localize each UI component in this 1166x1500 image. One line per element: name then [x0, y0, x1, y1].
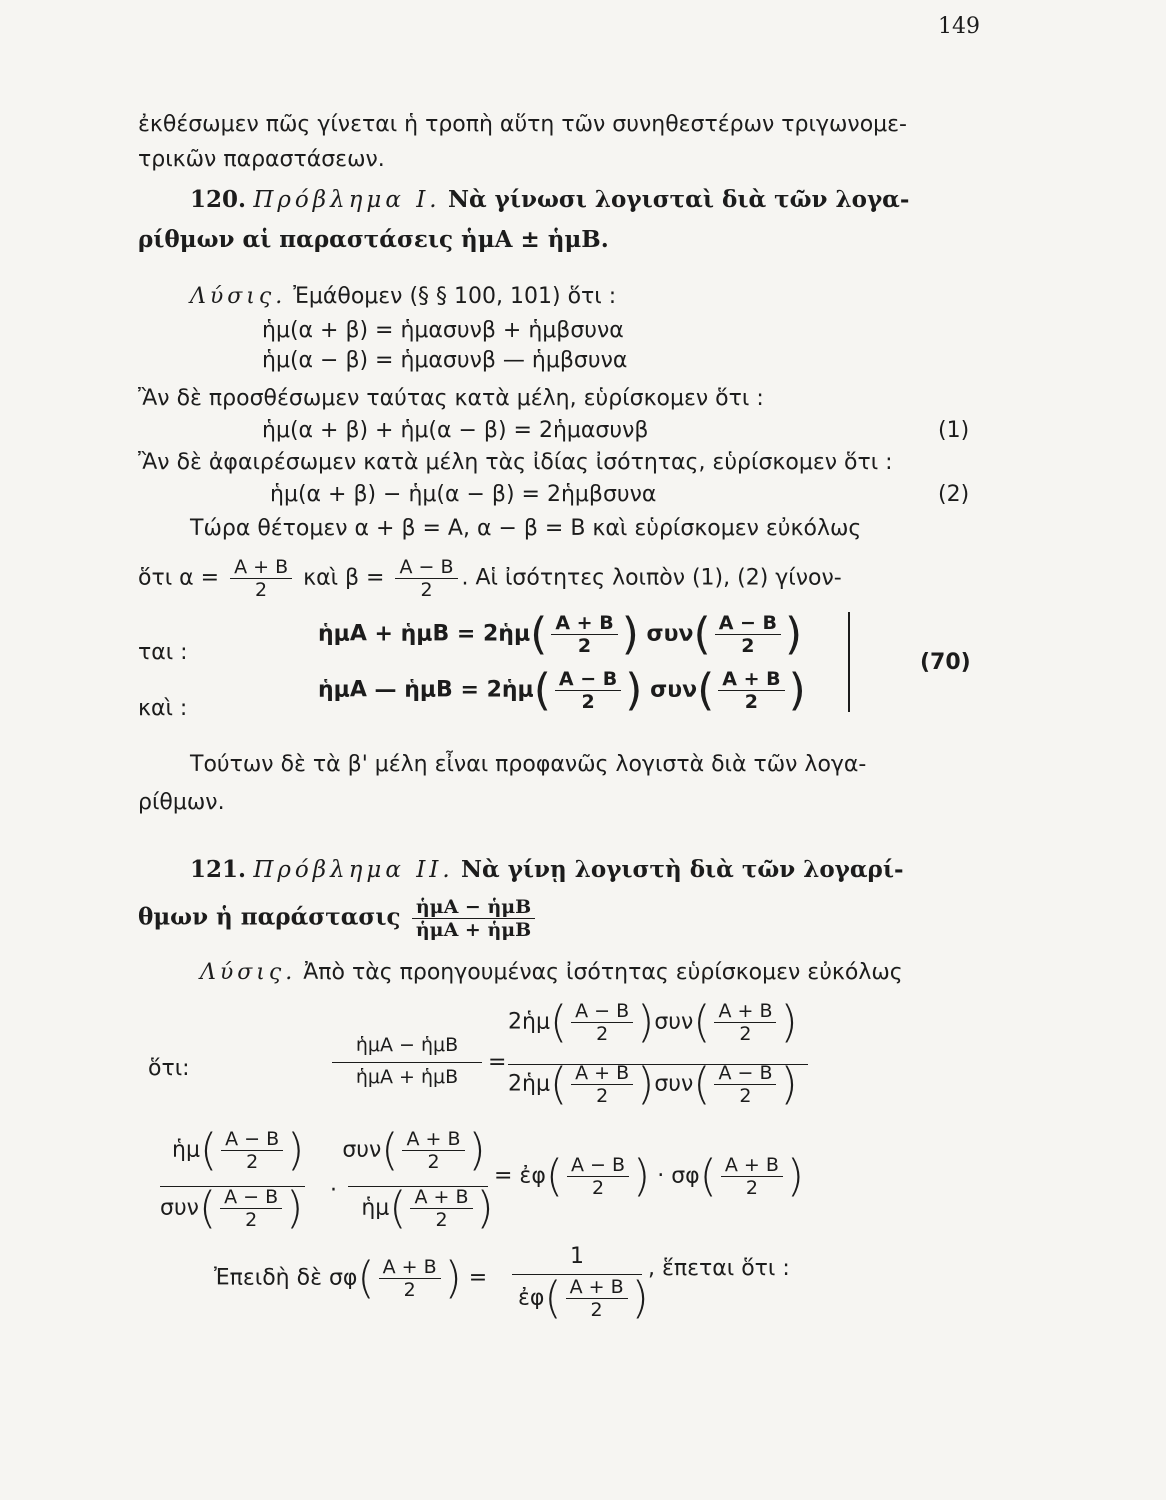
frac-num: Α − Β [567, 1154, 629, 1177]
epeidi-line [214, 1252, 488, 1304]
solution-120-intro [190, 284, 616, 309]
frac-num: Α + Β [714, 1000, 776, 1023]
frac-den: 2 [403, 1279, 416, 1301]
frac-den: 2 [581, 691, 595, 713]
line2-res-frac2 [721, 1154, 783, 1199]
line2-res-frac1 [567, 1154, 629, 1199]
paren-close: ) [633, 1150, 651, 1202]
rest-text: . Αἱ ἰσότητες λοιπὸν (1), (2) γίνον- [461, 565, 842, 591]
problem-120-title-2-row [138, 226, 609, 253]
kai-label: καὶ : [138, 696, 188, 721]
paren-open: ( [357, 1252, 375, 1304]
equals-sign: = [488, 1050, 507, 1075]
paren-open: ( [544, 1272, 562, 1324]
frac-num: Α − Β [221, 1128, 283, 1151]
alpha-beta-line [138, 556, 842, 601]
paren-close: ) [631, 1272, 649, 1324]
rhs-den-frac2 [714, 1062, 776, 1107]
paren-close: ) [621, 608, 639, 660]
closing-line-1: Τούτων δὲ τὰ β' μέλη εἶναι προφανῶς λογιστὰ διὰ τῶν λογα- [190, 752, 867, 777]
formula-70b [318, 664, 806, 716]
frac-den: 2 [744, 691, 759, 713]
oti-alpha: ὅτι α = [138, 565, 220, 591]
ef-frac [566, 1276, 628, 1321]
page-number: 149 [938, 14, 980, 39]
paren-open: ( [693, 608, 711, 660]
paren-open: ( [199, 1124, 218, 1176]
paren-close: ) [637, 996, 655, 1048]
line2-frac-num1 [221, 1128, 283, 1173]
rhs-num-frac2 [714, 1000, 776, 1045]
line2-hm: ἡμ [172, 1137, 200, 1163]
problem-121-title-2: θμων ἡ παράστασις [138, 903, 401, 931]
paren-open: ( [549, 996, 568, 1048]
eq-1: ἡμ(α + β) + ἡμ(α − β) = 2ἡμασυνβ [262, 418, 649, 443]
paren-open: ( [533, 664, 551, 716]
frac-den: 2 [591, 1177, 605, 1199]
epeidi-eq: = [468, 1265, 488, 1291]
f70b-lhs: ἡμΑ — ἡμΒ = 2ἡμ [318, 677, 534, 703]
line2-dot: · [330, 1178, 337, 1203]
epeidi-frac [379, 1256, 441, 1301]
paren-close: ) [476, 1182, 494, 1234]
f70a-lhs: ἡμΑ + ἡμΒ = 2ἡμ [318, 621, 531, 647]
frac-den: 2 [255, 579, 268, 601]
solution-120-text: Ἐμάθομεν (§ § 100, 101) ὅτι : [293, 284, 617, 309]
solution-121-text: Ἀπὸ τὰς προηγουμένας ἰσότητας εὑρίσκομεν εὐκόλως [303, 960, 903, 985]
paren-close: ) [788, 664, 806, 716]
f70b-syn: συν [650, 677, 698, 703]
epetai-text: , ἕπεται ὅτι : [648, 1256, 790, 1281]
frac-num: Α + Β [402, 1128, 464, 1151]
frac-den: 2 [745, 1177, 758, 1199]
frac-num: ἡμΑ − ἡμΒ [412, 896, 535, 919]
frac-num: Α − Β [714, 1062, 776, 1085]
paren-close: ) [625, 664, 643, 716]
eq-70-number: (70) [920, 650, 971, 675]
frac-den: 2 [577, 635, 592, 657]
solution-120-label: Λύσις. [190, 284, 287, 309]
lhs-fraction-bar [332, 1062, 482, 1063]
line2-sf: · σφ [657, 1163, 700, 1189]
problem-120-title-2: ρίθμων αἱ παραστάσεις ἡμΑ ± ἡμΒ. [138, 226, 609, 253]
formula-70a [318, 608, 803, 660]
oti-label: ὅτι: [148, 1056, 190, 1081]
line2-den-syn: συν [160, 1195, 199, 1221]
problem-121-number: 121. [190, 856, 247, 883]
frac-den: 2 [741, 635, 755, 657]
ef-text: ἐφ [518, 1285, 545, 1311]
frac-num: Α − Β [571, 1000, 633, 1023]
line2-denominator [160, 1182, 494, 1234]
frac-num: Α − Β [715, 612, 781, 635]
rhs-den-hm: 2ἡμ [508, 1071, 550, 1097]
problem-120-heading [190, 186, 909, 213]
problem-120-label: Πρόβλημα I. [253, 187, 441, 213]
frac-den: 2 [596, 1085, 609, 1107]
problem-121-label: Πρόβλημα II. [253, 857, 454, 883]
frac-num: Α − Β [220, 1186, 282, 1209]
line2-eq-ef: = ἐφ [494, 1163, 546, 1189]
frac-den: 2 [246, 1151, 259, 1173]
fraction-a-plus-b [230, 556, 292, 601]
line2-frac-den2 [410, 1186, 472, 1231]
paren-open: ( [549, 1058, 568, 1110]
f70b-frac2 [718, 668, 784, 713]
frac-num: Α + Β [379, 1256, 441, 1279]
paren-close: ) [286, 1182, 304, 1234]
paren-close: ) [444, 1252, 462, 1304]
frac-den: 2 [427, 1151, 440, 1173]
frac-den: 2 [420, 579, 433, 601]
paren-close: ) [637, 1058, 655, 1110]
problem-121-fraction [412, 896, 535, 941]
paren-open: ( [198, 1182, 217, 1234]
frac-num: Α + Β [571, 1062, 633, 1085]
frac-num: Α + Β [721, 1154, 783, 1177]
paren-close: ) [786, 1150, 805, 1202]
frac-den: 2 [245, 1209, 258, 1231]
frac-den: 2 [590, 1299, 603, 1321]
rhs-num-hm: 2ἡμ [508, 1009, 550, 1035]
rhs-den-syn: συν [654, 1071, 694, 1097]
f70a-frac1 [551, 612, 617, 657]
paren-open: ( [389, 1182, 407, 1234]
frac-num: Α + Β [230, 556, 292, 579]
eq-sum-formula: ἡμ(α + β) = ἡμασυνβ + ἡμβσυνα [262, 318, 624, 343]
eq-diff-formula: ἡμ(α − β) = ἡμασυνβ — ἡμβσυνα [262, 348, 628, 373]
add-text: Ἂν δὲ προσθέσωμεν ταύτας κατὰ μέλη, εὑρίσκομεν ὅτι : [138, 386, 764, 411]
eq-2-number: (2) [938, 482, 970, 507]
rhs-num-syn: συν [654, 1009, 694, 1035]
frac-num: Α − Β [395, 556, 457, 579]
paren-open: ( [530, 608, 548, 660]
one-numerator: 1 [570, 1244, 584, 1269]
paren-open: ( [693, 996, 711, 1048]
frac-num: Α + Β [551, 612, 617, 635]
line2-result [494, 1150, 805, 1202]
f70b-frac1 [555, 668, 621, 713]
epeidi-text: Ἐπειδὴ δὲ σφ [214, 1265, 358, 1291]
eq-1-number: (1) [938, 418, 970, 443]
paren-open: ( [381, 1124, 399, 1176]
problem-121-title-1: Νὰ γίνῃ λογιστὴ διὰ τῶν λογαρί- [461, 856, 904, 883]
line2-numerator [172, 1124, 486, 1176]
paren-close: ) [468, 1124, 486, 1176]
paren-open: ( [545, 1150, 564, 1202]
frac-num: Α − Β [555, 668, 621, 691]
intro-line-1: ἐκθέσωμεν πῶς γίνεται ἡ τροπὴ αὕτη τῶν συνηθεστέρων τριγωνομε- [138, 112, 907, 137]
frac-den: 2 [739, 1023, 752, 1045]
problem-121-heading [190, 856, 904, 883]
lhs-numerator: ἡμΑ − ἡμΒ [355, 1034, 459, 1056]
paren-close: ) [780, 1058, 798, 1110]
problem-120-title-1: Νὰ γίνωσι λογισταὶ διὰ τῶν λογα- [447, 186, 910, 213]
paren-open: ( [697, 664, 715, 716]
set-text: Τώρα θέτομεν α + β = Α, α − β = Β καὶ εὑρίσκομεν εὐκόλως [190, 516, 862, 541]
paren-close: ) [287, 1124, 305, 1176]
solution-121-intro [200, 960, 903, 985]
intro-line-2: τρικῶν παραστάσεων. [138, 147, 385, 172]
frac-den: ἡμΑ + ἡμΒ [415, 919, 532, 941]
ef-denominator [518, 1272, 649, 1324]
kai-beta: καὶ β = [303, 565, 385, 591]
frac-den: 2 [596, 1023, 609, 1045]
paren-open: ( [699, 1150, 717, 1202]
frac-num: Α + Β [410, 1186, 472, 1209]
lhs-denominator: ἡμΑ + ἡμΒ [355, 1066, 459, 1088]
f70a-syn: συν [646, 621, 694, 647]
paren-close: ) [785, 608, 803, 660]
frac-den: 2 [435, 1209, 448, 1231]
eq-2: ἡμ(α + β) − ἡμ(α − β) = 2ἡμβσυνα [270, 482, 657, 507]
fraction-a-minus-b [395, 556, 457, 601]
paren-open: ( [693, 1058, 711, 1110]
line2-frac-num2 [402, 1128, 464, 1173]
f70a-frac2 [715, 612, 781, 657]
problem-121-title-2-row [138, 896, 539, 941]
one-fraction-bar [512, 1274, 642, 1275]
paren-close: ) [780, 996, 798, 1048]
frac-den: 2 [739, 1085, 752, 1107]
solution-121-label: Λύσις. [200, 960, 297, 985]
sub-text: Ἂν δὲ ἀφαιρέσωμεν κατὰ μέλη τὰς ἰδίας ἰσότητας, εὑρίσκομεν ὅτι : [138, 450, 893, 475]
line2-syn: συν [342, 1137, 382, 1163]
rhs-den-frac1 [571, 1062, 633, 1107]
line2-den-hm: ἡμ [361, 1195, 390, 1221]
closing-line-2: ρίθμων. [138, 790, 225, 815]
rhs-num-frac1 [571, 1000, 633, 1045]
line2-frac-den1 [220, 1186, 282, 1231]
frac-num: Α + Β [566, 1276, 628, 1299]
rhs-denominator [508, 1058, 798, 1110]
problem-120-number: 120. [190, 186, 247, 213]
frac-num: Α + Β [718, 668, 784, 691]
rhs-numerator [508, 996, 798, 1048]
tai-label: ται : [138, 640, 188, 665]
formula-70-brace [838, 612, 850, 712]
